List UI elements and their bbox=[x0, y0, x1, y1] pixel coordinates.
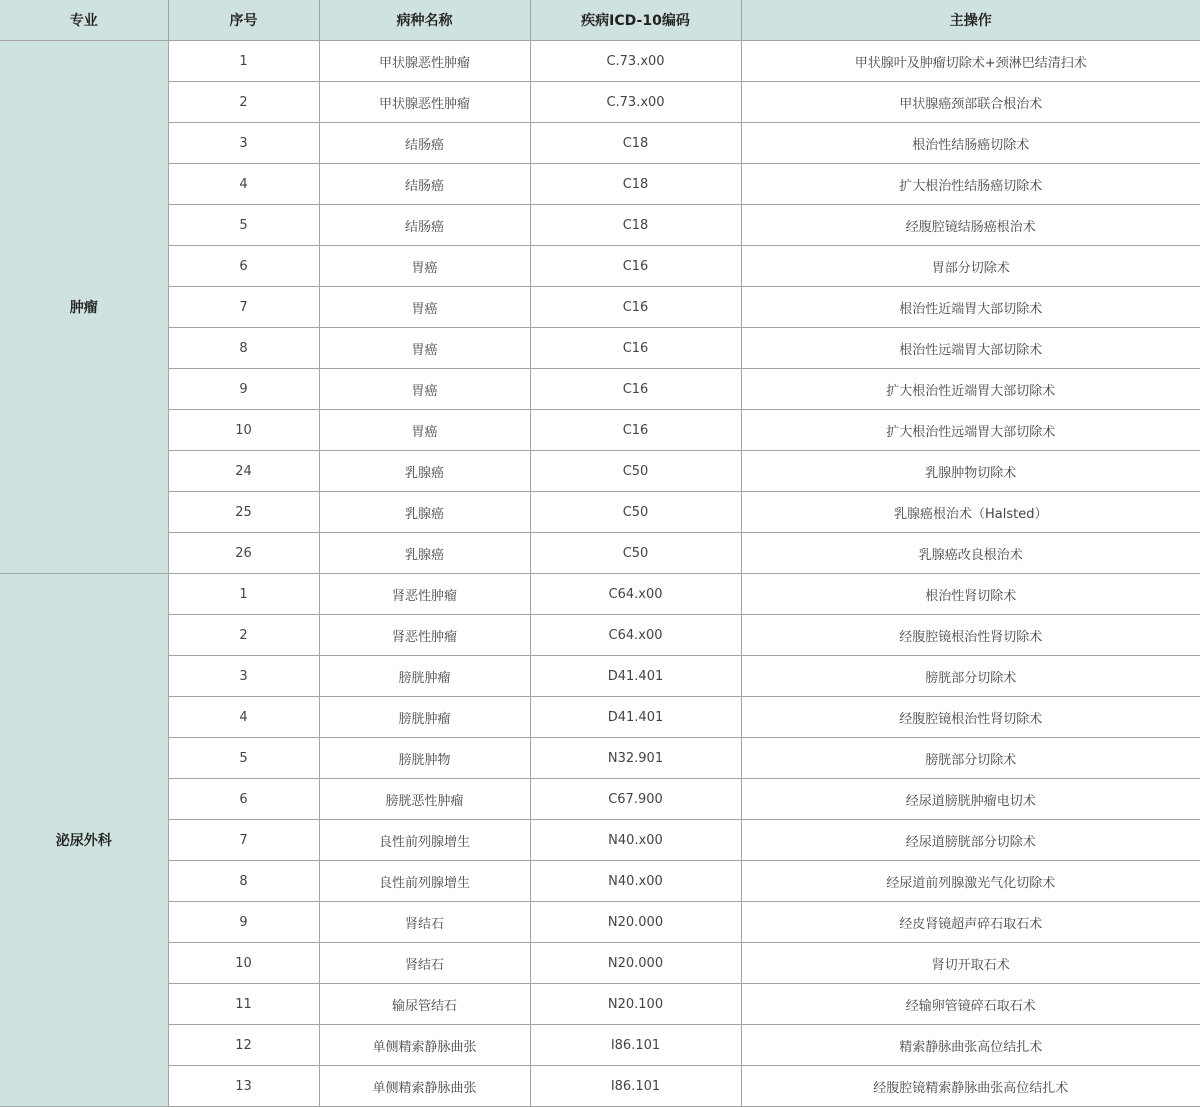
seq-cell: 26 bbox=[168, 533, 319, 574]
seq-cell: 13 bbox=[168, 1066, 319, 1107]
disease-cell: 甲状腺恶性肿瘤 bbox=[319, 82, 530, 123]
disease-cell: 良性前列腺增生 bbox=[319, 820, 530, 861]
icd-cell: C16 bbox=[530, 369, 741, 410]
operation-cell: 甲状腺癌颈部联合根治术 bbox=[741, 82, 1200, 123]
table-row bbox=[0, 41, 1200, 82]
icd-cell: D41.401 bbox=[530, 656, 741, 697]
disease-cell: 胃癌 bbox=[319, 246, 530, 287]
table-row bbox=[0, 246, 1200, 287]
disease-cell: 单侧精索静脉曲张 bbox=[319, 1025, 530, 1066]
table-row bbox=[0, 738, 1200, 779]
disease-cell: 膀胱恶性肿瘤 bbox=[319, 779, 530, 820]
operation-cell: 精索静脉曲张高位结扎术 bbox=[741, 1025, 1200, 1066]
disease-cell: 结肠癌 bbox=[319, 205, 530, 246]
icd-cell: C18 bbox=[530, 164, 741, 205]
icd-cell: C50 bbox=[530, 451, 741, 492]
specialty-cell: 肿瘤 bbox=[0, 41, 168, 574]
disease-cell: 膀胱肿瘤 bbox=[319, 697, 530, 738]
disease-cell: 肾恶性肿瘤 bbox=[319, 615, 530, 656]
seq-cell: 24 bbox=[168, 451, 319, 492]
table-row bbox=[0, 984, 1200, 1025]
disease-cell: 肾结石 bbox=[319, 943, 530, 984]
operation-cell: 胃部分切除术 bbox=[741, 246, 1200, 287]
icd-cell: C16 bbox=[530, 287, 741, 328]
disease-cell: 乳腺癌 bbox=[319, 492, 530, 533]
disease-cell: 胃癌 bbox=[319, 287, 530, 328]
icd-cell: D41.401 bbox=[530, 697, 741, 738]
disease-cell: 结肠癌 bbox=[319, 164, 530, 205]
operation-cell: 经尿道膀胱肿瘤电切术 bbox=[741, 779, 1200, 820]
seq-cell: 3 bbox=[168, 123, 319, 164]
specialty-cell: 泌尿外科 bbox=[0, 574, 168, 1107]
seq-cell: 10 bbox=[168, 943, 319, 984]
header-icd: 疾病ICD-10编码 bbox=[530, 0, 741, 41]
table-row bbox=[0, 820, 1200, 861]
table-row bbox=[0, 492, 1200, 533]
operation-cell: 经腹腔镜根治性肾切除术 bbox=[741, 615, 1200, 656]
disease-cell: 甲状腺恶性肿瘤 bbox=[319, 41, 530, 82]
table-row bbox=[0, 205, 1200, 246]
operation-cell: 根治性结肠癌切除术 bbox=[741, 123, 1200, 164]
table-row bbox=[0, 697, 1200, 738]
operation-cell: 根治性远端胃大部切除术 bbox=[741, 328, 1200, 369]
operation-cell: 根治性肾切除术 bbox=[741, 574, 1200, 615]
seq-cell: 12 bbox=[168, 1025, 319, 1066]
seq-cell: 25 bbox=[168, 492, 319, 533]
icd-cell: C67.900 bbox=[530, 779, 741, 820]
icd-cell: I86.101 bbox=[530, 1025, 741, 1066]
seq-cell: 6 bbox=[168, 246, 319, 287]
operation-cell: 经腹腔镜结肠癌根治术 bbox=[741, 205, 1200, 246]
disease-cell: 胃癌 bbox=[319, 328, 530, 369]
operation-cell: 经尿道前列腺激光气化切除术 bbox=[741, 861, 1200, 902]
header-seq: 序号 bbox=[168, 0, 319, 41]
seq-cell: 6 bbox=[168, 779, 319, 820]
icd-cell: C16 bbox=[530, 246, 741, 287]
table-row bbox=[0, 1066, 1200, 1107]
table-row bbox=[0, 533, 1200, 574]
seq-cell: 9 bbox=[168, 369, 319, 410]
icd-cell: C64.x00 bbox=[530, 615, 741, 656]
table-row bbox=[0, 943, 1200, 984]
seq-cell: 1 bbox=[168, 41, 319, 82]
icd-cell: C16 bbox=[530, 410, 741, 451]
disease-cell: 良性前列腺增生 bbox=[319, 861, 530, 902]
disease-cell: 单侧精索静脉曲张 bbox=[319, 1066, 530, 1107]
table-row bbox=[0, 164, 1200, 205]
icd-cell: C18 bbox=[530, 123, 741, 164]
operation-cell: 经尿道膀胱部分切除术 bbox=[741, 820, 1200, 861]
operation-cell: 扩大根治性远端胃大部切除术 bbox=[741, 410, 1200, 451]
seq-cell: 4 bbox=[168, 697, 319, 738]
disease-cell: 胃癌 bbox=[319, 410, 530, 451]
seq-cell: 9 bbox=[168, 902, 319, 943]
table-row bbox=[0, 1025, 1200, 1066]
seq-cell: 1 bbox=[168, 574, 319, 615]
disease-cell: 膀胱肿物 bbox=[319, 738, 530, 779]
operation-cell: 经输卵管镜碎石取石术 bbox=[741, 984, 1200, 1025]
icd-cell: I86.101 bbox=[530, 1066, 741, 1107]
seq-cell: 7 bbox=[168, 820, 319, 861]
icd-cell: N40.x00 bbox=[530, 861, 741, 902]
seq-cell: 11 bbox=[168, 984, 319, 1025]
table-body bbox=[0, 41, 1200, 1107]
seq-cell: 2 bbox=[168, 82, 319, 123]
icd-cell: C50 bbox=[530, 492, 741, 533]
operation-cell: 膀胱部分切除术 bbox=[741, 738, 1200, 779]
icd-cell: C.73.x00 bbox=[530, 41, 741, 82]
operation-cell: 经皮肾镜超声碎石取石术 bbox=[741, 902, 1200, 943]
table-row bbox=[0, 82, 1200, 123]
operation-cell: 乳腺癌改良根治术 bbox=[741, 533, 1200, 574]
disease-cell: 乳腺癌 bbox=[319, 451, 530, 492]
seq-cell: 8 bbox=[168, 328, 319, 369]
disease-cell: 膀胱肿瘤 bbox=[319, 656, 530, 697]
operation-cell: 膀胱部分切除术 bbox=[741, 656, 1200, 697]
disease-cell: 结肠癌 bbox=[319, 123, 530, 164]
operation-cell: 扩大根治性结肠癌切除术 bbox=[741, 164, 1200, 205]
seq-cell: 5 bbox=[168, 738, 319, 779]
table-row bbox=[0, 123, 1200, 164]
icd-cell: C.73.x00 bbox=[530, 82, 741, 123]
seq-cell: 8 bbox=[168, 861, 319, 902]
operation-cell: 乳腺肿物切除术 bbox=[741, 451, 1200, 492]
operation-cell: 经腹腔镜根治性肾切除术 bbox=[741, 697, 1200, 738]
disease-cell: 肾结石 bbox=[319, 902, 530, 943]
icd-cell: C64.x00 bbox=[530, 574, 741, 615]
header-disease: 病种名称 bbox=[319, 0, 530, 41]
header-specialty: 专业 bbox=[0, 0, 168, 41]
operation-cell: 肾切开取石术 bbox=[741, 943, 1200, 984]
table-row bbox=[0, 656, 1200, 697]
seq-cell: 10 bbox=[168, 410, 319, 451]
disease-cell: 输尿管结石 bbox=[319, 984, 530, 1025]
icd-cell: N40.x00 bbox=[530, 820, 741, 861]
operation-cell: 扩大根治性近端胃大部切除术 bbox=[741, 369, 1200, 410]
table-row bbox=[0, 615, 1200, 656]
table-row bbox=[0, 369, 1200, 410]
seq-cell: 7 bbox=[168, 287, 319, 328]
seq-cell: 4 bbox=[168, 164, 319, 205]
seq-cell: 5 bbox=[168, 205, 319, 246]
icd-cell: C50 bbox=[530, 533, 741, 574]
operation-cell: 经腹腔镜精索静脉曲张高位结扎术 bbox=[741, 1066, 1200, 1107]
icd-cell: C16 bbox=[530, 328, 741, 369]
disease-cell: 肾恶性肿瘤 bbox=[319, 574, 530, 615]
table-row bbox=[0, 410, 1200, 451]
disease-cell: 胃癌 bbox=[319, 369, 530, 410]
seq-cell: 2 bbox=[168, 615, 319, 656]
icd-cell: C18 bbox=[530, 205, 741, 246]
icd-cell: N32.901 bbox=[530, 738, 741, 779]
seq-cell: 3 bbox=[168, 656, 319, 697]
icd-cell: N20.000 bbox=[530, 943, 741, 984]
icd-cell: N20.100 bbox=[530, 984, 741, 1025]
table-row bbox=[0, 861, 1200, 902]
header-operation: 主操作 bbox=[741, 0, 1200, 41]
table-row bbox=[0, 902, 1200, 943]
table-row bbox=[0, 574, 1200, 615]
table-row bbox=[0, 451, 1200, 492]
operation-cell: 根治性近端胃大部切除术 bbox=[741, 287, 1200, 328]
operation-cell: 甲状腺叶及肿瘤切除术+颈淋巴结清扫术 bbox=[741, 41, 1200, 82]
table-row bbox=[0, 287, 1200, 328]
icd-cell: N20.000 bbox=[530, 902, 741, 943]
table-row bbox=[0, 328, 1200, 369]
operation-cell: 乳腺癌根治术（Halsted） bbox=[741, 492, 1200, 533]
table-header-row bbox=[0, 0, 1200, 41]
table-row bbox=[0, 779, 1200, 820]
disease-cell: 乳腺癌 bbox=[319, 533, 530, 574]
